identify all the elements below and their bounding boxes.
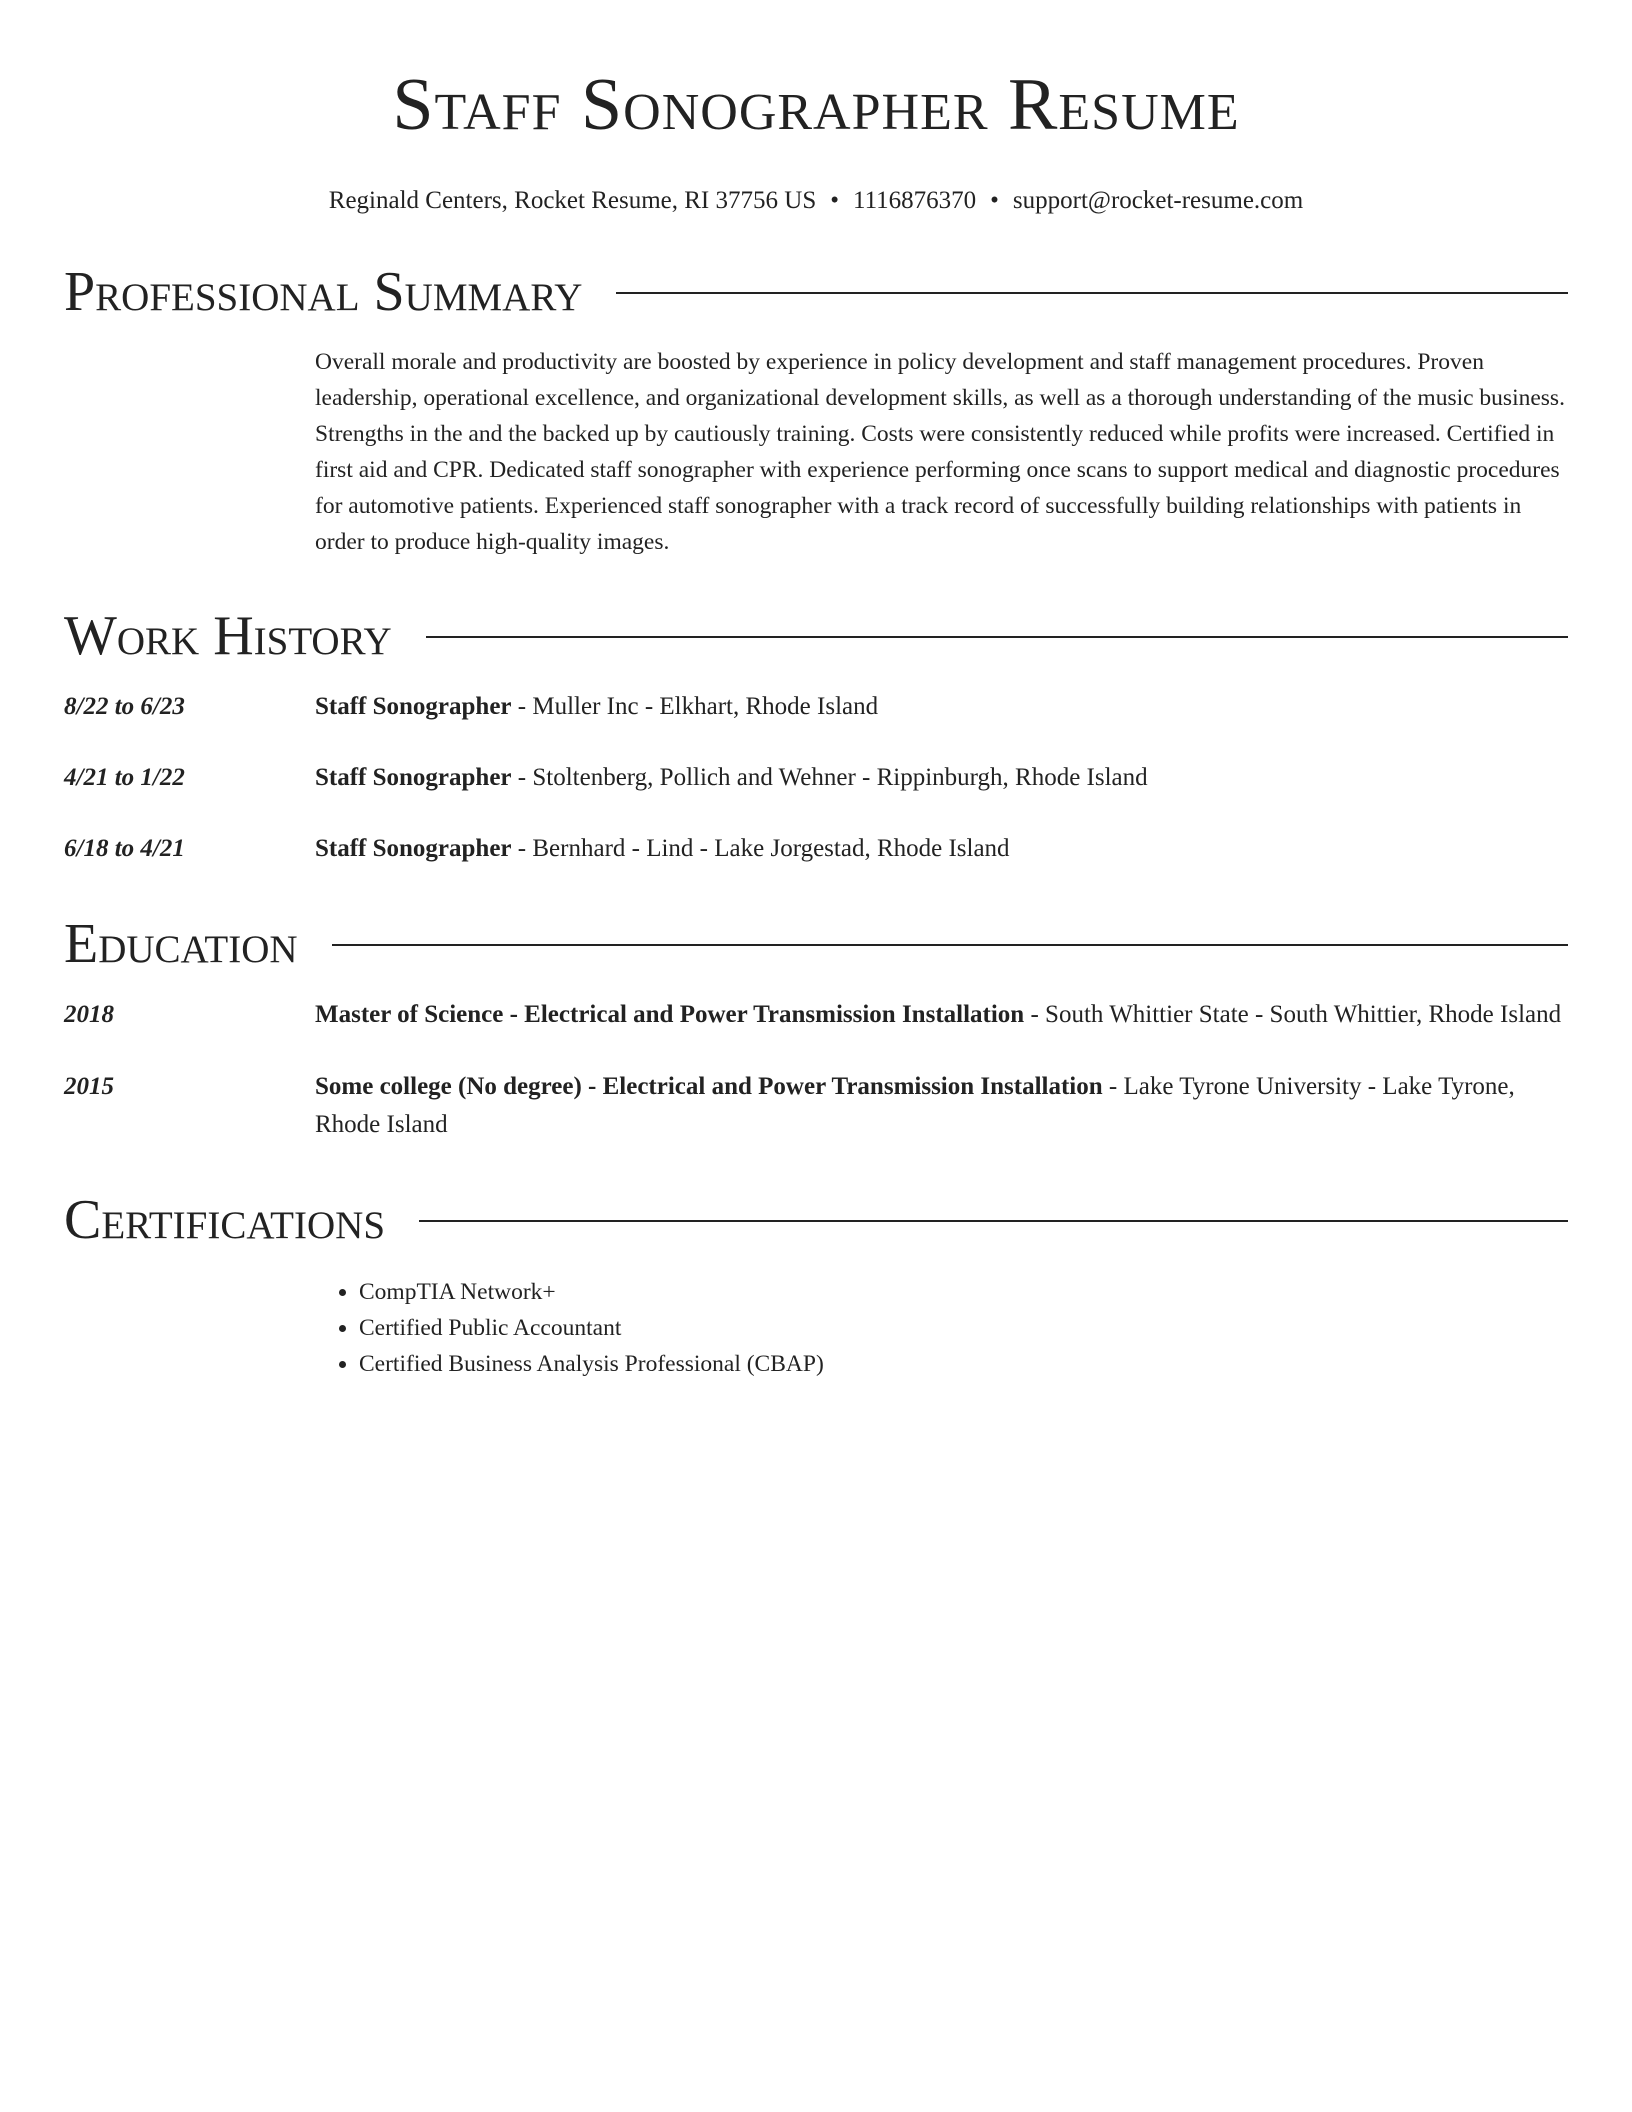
education-description: [315, 996, 1568, 1034]
summary-heading: Professional Summary: [64, 261, 583, 323]
education-entry: [64, 996, 1568, 1034]
contact-separator: •: [990, 187, 999, 214]
work-date: 4/21 to 1/22: [64, 764, 185, 791]
work-entry: [64, 759, 1568, 797]
education-details: - South Whittier State - South Whittier, Rhode Island: [1024, 1001, 1562, 1028]
work-heading: Work History: [64, 605, 392, 667]
education-description: [315, 1068, 1568, 1144]
education-date: 2018: [64, 1001, 114, 1028]
resume-title: Staff Sonographer Resume: [392, 64, 1240, 146]
work-role: Staff Sonographer: [315, 693, 512, 720]
contact-phone: 1116876370: [853, 187, 977, 214]
work-details: - Stoltenberg, Pollich and Wehner - Rippinburgh, Rhode Island: [511, 764, 1148, 791]
education-degree: Some college (No degree) - Electrical and Power Transmission Installation: [315, 1073, 1103, 1100]
certifications-heading: Certifications: [64, 1189, 386, 1251]
contact-address: Reginald Centers, Rocket Resume, RI 37756 US: [328, 187, 817, 214]
work-description: [315, 830, 1568, 868]
education-date: 2015: [64, 1073, 114, 1100]
education-heading: Education: [64, 913, 298, 975]
certifications-list: [315, 1274, 1568, 1382]
work-entry: [64, 830, 1568, 868]
certifications-section-header: [64, 1190, 1568, 1250]
work-date: 8/22 to 6/23: [64, 693, 185, 720]
education-entry: [64, 1068, 1568, 1144]
section-divider: [332, 944, 1568, 946]
work-date: 6/18 to 4/21: [64, 835, 185, 862]
section-divider: [419, 1220, 1568, 1222]
work-description: [315, 759, 1568, 797]
work-role: Staff Sonographer: [315, 835, 512, 862]
work-details: - Bernhard - Lind - Lake Jorgestad, Rhode Island: [511, 835, 1010, 862]
contact-line: [64, 186, 1568, 216]
work-entry: [64, 688, 1568, 726]
section-divider: [426, 636, 1568, 638]
education-section-header: [64, 914, 1568, 974]
contact-email: support@rocket-resume.com: [1012, 187, 1304, 214]
education-list: [64, 996, 1568, 1144]
certification-item: • CompTIA Network+: [359, 1274, 1568, 1310]
work-details: - Muller Inc - Elkhart, Rhode Island: [511, 693, 879, 720]
education-degree: Master of Science - Electrical and Power Transmission Installation: [315, 1001, 1025, 1028]
work-section-header: [64, 606, 1568, 666]
certification-item: • Certified Business Analysis Professional (CBAP): [359, 1346, 1568, 1382]
certification-item: • Certified Public Accountant: [359, 1310, 1568, 1346]
summary-text: Overall morale and productivity are boosted by experience in policy development and staff management procedures. Proven leadership, operational excellence, and organizational development skills, as well as a thorough understanding of the music business. Strengths in the and the backed up by cautiously training. Costs were consistently reduced while profits were increased. Certified in first aid and CPR. Dedicated staff sonographer with experience performing once scans to support medical and diagnostic procedures for automotive patients. Experienced staff sonographer with a track record of successfully building relationships with patients in order to produce high-quality images.: [315, 349, 1565, 555]
summary-section-header: [64, 262, 1568, 322]
section-divider: [616, 292, 1568, 294]
work-role: Staff Sonographer: [315, 764, 512, 791]
work-description: [315, 688, 1568, 726]
work-history-list: [64, 688, 1568, 868]
education-details: - Lake Tyrone University - Lake Tyrone, Rhode Island: [315, 1073, 1515, 1138]
contact-separator: •: [830, 187, 839, 214]
